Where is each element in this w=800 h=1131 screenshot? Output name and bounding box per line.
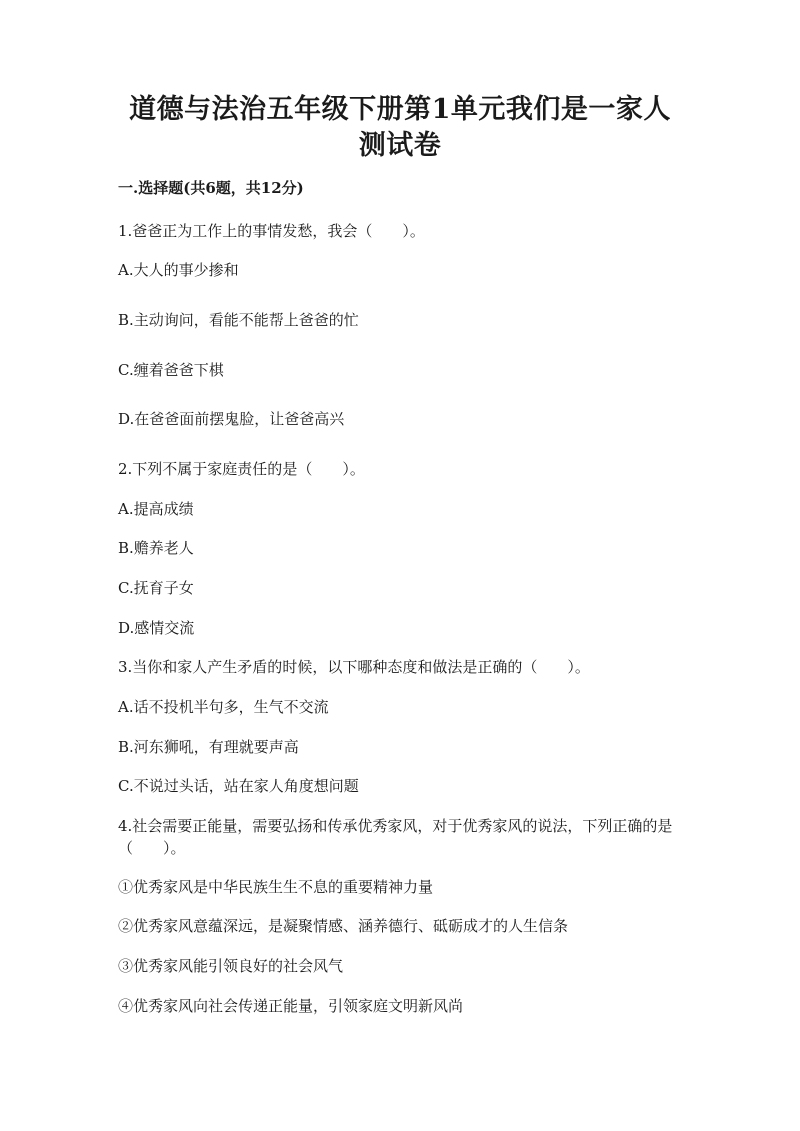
question-1-option-a: A.大人的事少掺和 [118, 261, 239, 279]
question-2-stem: 2.下列不属于家庭责任的是（ ）。 [118, 460, 365, 478]
question-3-option-a: A.话不投机半句多，生气不交流 [118, 698, 329, 716]
question-2-option-a: A.提高成绩 [118, 500, 194, 518]
section-heading: 一.选择题(共6题，共12分) [118, 179, 304, 197]
question-4-statement-3: ③优秀家风能引领良好的社会风气 [118, 957, 344, 975]
question-1-option-b: B.主动询问，看能不能帮上爸爸的忙 [118, 311, 359, 329]
document-title: 道德与法治五年级下册第1单元我们是一家人测试卷 [129, 94, 671, 161]
question-4-statement-4: ④优秀家风向社会传递正能量，引领家庭文明新风尚 [118, 997, 464, 1015]
question-4-statement-1: ①优秀家风是中华民族生生不息的重要精神力量 [118, 878, 434, 896]
question-3-stem: 3.当你和家人产生矛盾的时候，以下哪种态度和做法是正确的（ ）。 [118, 658, 590, 676]
question-3-option-b: B.河东狮吼，有理就要声高 [118, 738, 299, 756]
question-4-stem: 4.社会需要正能量，需要弘扬和传承优秀家风，对于优秀家风的说法，下列正确的是（ ）。 [118, 817, 673, 857]
question-2-option-d: D.感情交流 [118, 619, 195, 637]
question-1-option-c: C.缠着爸爸下棋 [118, 361, 224, 379]
question-1-stem: 1.爸爸正为工作上的事情发愁，我会（ ）。 [118, 222, 425, 240]
question-2-option-c: C.抚育子女 [118, 579, 194, 597]
question-4-statement-2: ②优秀家风意蕴深远，是凝聚情感、涵养德行、砥砺成才的人生信条 [118, 917, 569, 935]
question-3-option-c: C.不说过头话，站在家人角度想问题 [118, 777, 359, 795]
question-1-option-d: D.在爸爸面前摆鬼脸，让爸爸高兴 [118, 410, 345, 428]
question-2-option-b: B.赡养老人 [118, 539, 194, 557]
